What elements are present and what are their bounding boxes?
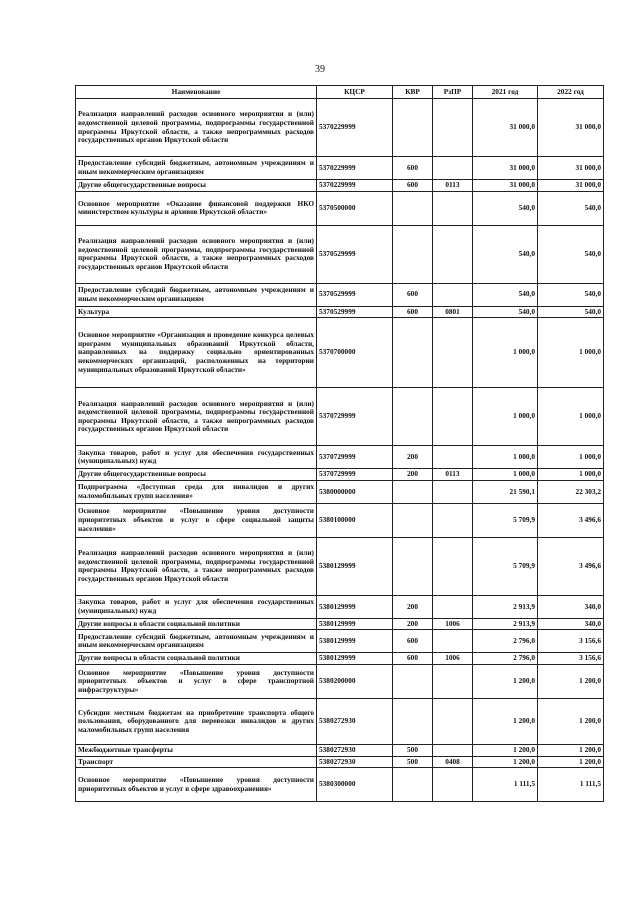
row-rzpr xyxy=(433,446,473,469)
row-amount-2021: 31 000,0 xyxy=(473,180,538,192)
row-amount-2021: 1 111,5 xyxy=(473,768,538,802)
row-kvr xyxy=(393,503,433,537)
row-name: Предоставление субсидий бюджетным, автономным учреждениям и иным некоммерческим организациям xyxy=(76,630,317,653)
row-kcsr: 5380129999 xyxy=(317,618,393,630)
row-name: Основное мероприятие «Организация и проведение конкурса целевых программ муниципальных образований Иркутской области, направленных на поддержку социально ориентированных некоммерческих организаций, расположенных на территории муниципальных образований Иркутской области» xyxy=(76,318,317,388)
col-header-rzpr: РзПР xyxy=(433,86,473,99)
row-amount-2022: 1 000,0 xyxy=(538,318,604,388)
row-amount-2022: 1 200,0 xyxy=(538,665,604,699)
row-kvr: 600 xyxy=(393,630,433,653)
row-name: Основное мероприятие «Повышение уровня доступности приоритетных объектов и услуг в сфере социальной защиты населения» xyxy=(76,503,317,537)
row-amount-2021: 1 000,0 xyxy=(473,388,538,446)
budget-table xyxy=(75,85,604,802)
row-kvr: 500 xyxy=(393,756,433,768)
table-row xyxy=(76,306,604,318)
row-amount-2022: 540,0 xyxy=(538,283,604,306)
row-rzpr xyxy=(433,630,473,653)
row-name: Предоставление субсидий бюджетным, автономным учреждениям и иным некоммерческим организациям xyxy=(76,283,317,306)
row-amount-2021: 1 000,0 xyxy=(473,469,538,481)
row-amount-2021: 31 000,0 xyxy=(473,157,538,180)
row-kcsr: 5370700000 xyxy=(317,318,393,388)
table-row xyxy=(76,191,604,225)
row-kcsr: 5380300000 xyxy=(317,768,393,802)
row-amount-2021: 21 590,1 xyxy=(473,480,538,503)
table-row xyxy=(76,480,604,503)
row-amount-2022: 31 000,0 xyxy=(538,99,604,157)
row-kcsr: 5370729999 xyxy=(317,388,393,446)
row-rzpr xyxy=(433,768,473,802)
row-kcsr: 5370529999 xyxy=(317,306,393,318)
row-amount-2021: 5 709,9 xyxy=(473,537,538,595)
row-name: Основное мероприятие «Оказание финансовой поддержки НКО министерством культуры и архивов Иркутской области» xyxy=(76,191,317,225)
row-kcsr: 5370229999 xyxy=(317,180,393,192)
row-kvr: 600 xyxy=(393,653,433,665)
row-amount-2022: 340,0 xyxy=(538,595,604,618)
row-kvr: 200 xyxy=(393,446,433,469)
row-amount-2021: 540,0 xyxy=(473,191,538,225)
row-amount-2022: 540,0 xyxy=(538,225,604,283)
row-amount-2021: 2 913,9 xyxy=(473,595,538,618)
row-rzpr xyxy=(433,503,473,537)
row-amount-2021: 540,0 xyxy=(473,225,538,283)
table-row xyxy=(76,630,604,653)
row-rzpr: 0801 xyxy=(433,306,473,318)
table-row xyxy=(76,595,604,618)
table-row xyxy=(76,653,604,665)
table-row xyxy=(76,537,604,595)
row-kcsr: 5380129999 xyxy=(317,537,393,595)
table-row xyxy=(76,699,604,745)
row-amount-2021: 1 200,0 xyxy=(473,699,538,745)
row-rzpr: 1006 xyxy=(433,653,473,665)
table-row xyxy=(76,503,604,537)
row-name: Реализация направлений расходов основного мероприятия и (или) ведомственной целевой программы, подпрограммы государственной программы Иркутской области, а также непрограммных расходов государственных органов Иркутской области xyxy=(76,225,317,283)
row-amount-2021: 1 000,0 xyxy=(473,318,538,388)
row-name: Реализация направлений расходов основного мероприятия и (или) ведомственной целевой программы, подпрограммы государственной программы Иркутской области, а также непрограммных расходов государственных органов Иркутской области xyxy=(76,537,317,595)
row-rzpr: 0113 xyxy=(433,469,473,481)
table-row xyxy=(76,665,604,699)
row-rzpr xyxy=(433,191,473,225)
row-amount-2022: 340,0 xyxy=(538,618,604,630)
row-name: Подпрограмма «Доступная среда для инвалидов и других маломобильных групп населения» xyxy=(76,480,317,503)
row-name: Транспорт xyxy=(76,756,317,768)
table-row xyxy=(76,180,604,192)
row-kvr: 600 xyxy=(393,306,433,318)
row-rzpr xyxy=(433,157,473,180)
col-header-2022: 2022 год xyxy=(538,86,604,99)
row-kvr xyxy=(393,768,433,802)
row-amount-2022: 3 496,6 xyxy=(538,503,604,537)
row-kvr xyxy=(393,191,433,225)
row-amount-2021: 5 709,9 xyxy=(473,503,538,537)
row-amount-2022: 31 000,0 xyxy=(538,157,604,180)
row-rzpr xyxy=(433,225,473,283)
row-amount-2022: 3 156,6 xyxy=(538,630,604,653)
row-amount-2021: 1 200,0 xyxy=(473,665,538,699)
col-header-name: Наименование xyxy=(76,86,317,99)
row-amount-2022: 1 200,0 xyxy=(538,756,604,768)
table-row xyxy=(76,756,604,768)
row-name: Другие общегосударственные вопросы xyxy=(76,180,317,192)
row-kvr xyxy=(393,318,433,388)
row-amount-2022: 540,0 xyxy=(538,191,604,225)
table-row xyxy=(76,157,604,180)
row-amount-2021: 2 913,9 xyxy=(473,618,538,630)
row-kvr xyxy=(393,699,433,745)
row-kcsr: 5380200000 xyxy=(317,665,393,699)
table-row xyxy=(76,469,604,481)
row-rzpr xyxy=(433,480,473,503)
row-kvr xyxy=(393,99,433,157)
row-kvr xyxy=(393,665,433,699)
row-name: Другие вопросы в области социальной политики xyxy=(76,653,317,665)
row-kcsr: 5380272930 xyxy=(317,699,393,745)
table-row xyxy=(76,446,604,469)
row-kvr xyxy=(393,537,433,595)
row-rzpr xyxy=(433,537,473,595)
row-kvr: 600 xyxy=(393,283,433,306)
row-kvr: 600 xyxy=(393,180,433,192)
row-name: Реализация направлений расходов основного мероприятия и (или) ведомственной целевой программы, подпрограммы государственной программы Иркутской области, а также непрограммных расходов государственных органов Иркутской области xyxy=(76,388,317,446)
table-row xyxy=(76,283,604,306)
row-amount-2021: 1 200,0 xyxy=(473,745,538,757)
row-kcsr: 5370229999 xyxy=(317,99,393,157)
row-kvr: 200 xyxy=(393,618,433,630)
row-kcsr: 5370529999 xyxy=(317,283,393,306)
row-rzpr: 1006 xyxy=(433,618,473,630)
col-header-2021: 2021 год xyxy=(473,86,538,99)
row-name: Субсидии местным бюджетам на приобретение транспорта общего пользования, оборудованного для перевозки инвалидов и других маломобильных групп населения xyxy=(76,699,317,745)
row-kvr: 200 xyxy=(393,595,433,618)
row-amount-2022: 3 496,6 xyxy=(538,537,604,595)
row-kvr: 500 xyxy=(393,745,433,757)
row-name: Культура xyxy=(76,306,317,318)
row-amount-2021: 31 000,0 xyxy=(473,99,538,157)
row-amount-2021: 540,0 xyxy=(473,283,538,306)
row-rzpr xyxy=(433,745,473,757)
row-amount-2021: 2 796,0 xyxy=(473,653,538,665)
row-kcsr: 5370729999 xyxy=(317,446,393,469)
row-amount-2022: 1 000,0 xyxy=(538,388,604,446)
row-name: Межбюджетные трансферты xyxy=(76,745,317,757)
page-number: 39 xyxy=(315,64,325,75)
table-row xyxy=(76,768,604,802)
row-kcsr: 5380272930 xyxy=(317,756,393,768)
row-name: Основное мероприятие «Повышение уровня доступности приоритетных объектов и услуг в сфере здравоохранения» xyxy=(76,768,317,802)
row-rzpr: 0113 xyxy=(433,180,473,192)
row-amount-2022: 1 000,0 xyxy=(538,469,604,481)
col-header-kvr: КВР xyxy=(393,86,433,99)
row-amount-2022: 1 111,5 xyxy=(538,768,604,802)
row-kvr xyxy=(393,225,433,283)
row-kcsr: 5370729999 xyxy=(317,469,393,481)
row-rzpr xyxy=(433,699,473,745)
row-rzpr xyxy=(433,99,473,157)
row-rzpr: 0408 xyxy=(433,756,473,768)
row-rzpr xyxy=(433,388,473,446)
row-kcsr: 5380000000 xyxy=(317,480,393,503)
row-name: Другие общегосударственные вопросы xyxy=(76,469,317,481)
row-amount-2021: 1 000,0 xyxy=(473,446,538,469)
row-name: Закупка товаров, работ и услуг для обеспечения государственных (муниципальных) нужд xyxy=(76,595,317,618)
row-kvr xyxy=(393,480,433,503)
row-amount-2022: 1 200,0 xyxy=(538,745,604,757)
row-name: Предоставление субсидий бюджетным, автономным учреждениям и иным некоммерческим организациям xyxy=(76,157,317,180)
row-rzpr xyxy=(433,283,473,306)
row-amount-2021: 540,0 xyxy=(473,306,538,318)
row-rzpr xyxy=(433,665,473,699)
row-amount-2022: 31 000,0 xyxy=(538,180,604,192)
row-kcsr: 5370529999 xyxy=(317,225,393,283)
row-kvr: 600 xyxy=(393,157,433,180)
table-row xyxy=(76,618,604,630)
table-row xyxy=(76,99,604,157)
row-amount-2022: 1 000,0 xyxy=(538,446,604,469)
row-kcsr: 5370500000 xyxy=(317,191,393,225)
row-amount-2022: 540,0 xyxy=(538,306,604,318)
row-kvr xyxy=(393,388,433,446)
row-kcsr: 5380129999 xyxy=(317,630,393,653)
row-kcsr: 5370229999 xyxy=(317,157,393,180)
row-amount-2022: 3 156,6 xyxy=(538,653,604,665)
row-name: Основное мероприятие «Повышение уровня доступности приоритетных объектов и услуг в сфере транспортной инфраструктуры» xyxy=(76,665,317,699)
row-rzpr xyxy=(433,595,473,618)
row-name: Другие вопросы в области социальной политики xyxy=(76,618,317,630)
table-row xyxy=(76,388,604,446)
table-row xyxy=(76,225,604,283)
row-kvr: 200 xyxy=(393,469,433,481)
row-amount-2022: 1 200,0 xyxy=(538,699,604,745)
table-header-row xyxy=(76,86,604,99)
row-amount-2021: 1 200,0 xyxy=(473,756,538,768)
row-name: Реализация направлений расходов основного мероприятия и (или) ведомственной целевой программы, подпрограммы государственной программы Иркутской области, а также непрограммных расходов государственных органов Иркутской области xyxy=(76,99,317,157)
row-name: Закупка товаров, работ и услуг для обеспечения государственных (муниципальных) нужд xyxy=(76,446,317,469)
row-amount-2022: 22 303,2 xyxy=(538,480,604,503)
row-kcsr: 5380129999 xyxy=(317,595,393,618)
row-kcsr: 5380100000 xyxy=(317,503,393,537)
row-kcsr: 5380272930 xyxy=(317,745,393,757)
row-rzpr xyxy=(433,318,473,388)
col-header-kcsr: КЦСР xyxy=(317,86,393,99)
table-row xyxy=(76,745,604,757)
row-amount-2021: 2 796,0 xyxy=(473,630,538,653)
table-row xyxy=(76,318,604,388)
row-kcsr: 5380129999 xyxy=(317,653,393,665)
